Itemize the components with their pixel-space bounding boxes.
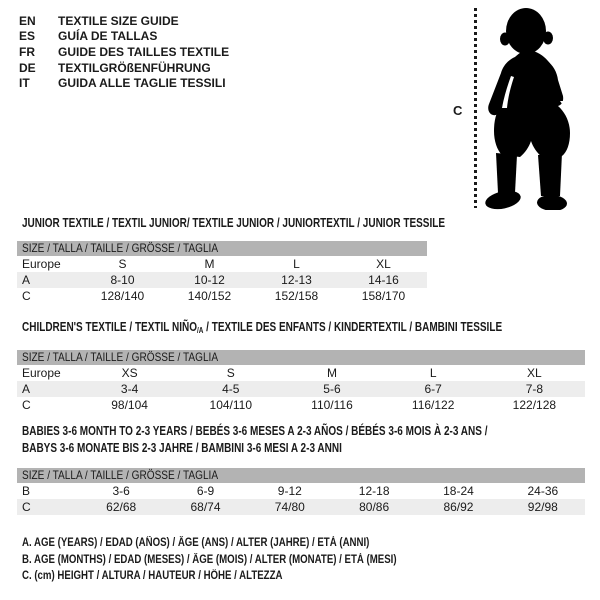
junior-section-title [22, 216, 551, 230]
size-cell: 110/116 [311, 398, 353, 412]
table-row-a [17, 381, 585, 397]
baby-leg-left [496, 153, 517, 193]
row-label: Europe [22, 257, 61, 271]
children-title-post: / TEXTILE DES ENFANTS / KINDERTEXTIL / BAMBINI TESSILE [203, 320, 503, 334]
size-cell: 5-6 [281, 381, 382, 397]
row-label: Europe [22, 366, 61, 380]
height-measure-dashed-line [474, 8, 477, 208]
baby-foot-right [537, 194, 568, 210]
language-code: FR [19, 44, 35, 59]
size-cell: M [326, 366, 337, 380]
language-code: DE [19, 60, 36, 75]
size-header-row [17, 468, 585, 483]
children-section-title [22, 320, 600, 335]
size-cell: 4-5 [180, 381, 281, 397]
language-row-es [19, 29, 229, 45]
row-label: A [17, 272, 79, 288]
babies-size-table [17, 468, 585, 515]
size-header-label: SIZE / TALLA / TAILLE / GRÖSSE / TAGLIA [22, 468, 219, 482]
baby-ear-left [500, 33, 510, 46]
language-title: TEXTILE SIZE GUIDE [58, 13, 179, 28]
size-cell: 10-12 [166, 272, 253, 288]
babies-section-title-line2-text: BABYS 3-6 MONATE BIS 2-3 JAHRE / BAMBINI 3-6 MESI A 2-3 ANNI [22, 441, 342, 455]
footnote-a-text: A. AGE (YEARS) / EDAD (AÑOS) / ÂGE (ANS) / ALTER (JAHRE) / ETÀ (ANNI) [22, 537, 370, 549]
babies-section-title-line1 [22, 424, 600, 438]
size-cell: 116/122 [411, 398, 455, 412]
baby-silhouette-icon [481, 4, 595, 210]
size-cell: M [204, 257, 215, 271]
size-cell: L [293, 257, 300, 271]
language-list [19, 13, 229, 91]
size-cell: 24-36 [527, 484, 559, 498]
junior-section-title-text: JUNIOR TEXTILE / TEXTIL JUNIOR/ TEXTILE JUNIOR / JUNIORTEXTIL / JUNIOR TESSILE [22, 216, 446, 230]
footnote-b-text: B. AGE (MONTHS) / EDAD (MESES) / ÂGE (MOIS) / ALTER (MONATE) / ETÀ (MESI) [22, 554, 397, 566]
size-cell: 158/170 [361, 289, 406, 303]
size-cell: 140/152 [187, 289, 232, 303]
table-row-c [17, 499, 585, 515]
size-cell: XL [376, 257, 391, 271]
language-row-en [19, 13, 229, 29]
size-cell: 3-4 [79, 381, 180, 397]
table-row-europe [17, 365, 585, 381]
size-cell: 12-18 [358, 484, 390, 498]
children-title-sub: /A [196, 326, 204, 335]
table-row-europe [17, 256, 427, 272]
table-row-c [17, 397, 585, 413]
size-cell: XS [121, 366, 138, 380]
children-section-title-text [22, 320, 502, 335]
size-cell: 86/92 [416, 499, 500, 515]
size-cell: 14-16 [340, 272, 427, 288]
language-row-it [19, 75, 229, 91]
row-label: C [22, 289, 31, 303]
footnote-a [22, 537, 436, 549]
size-cell: 6-7 [383, 381, 484, 397]
table-row-a [17, 272, 427, 288]
size-cell: 62/68 [79, 499, 163, 515]
size-cell: 80/86 [332, 499, 416, 515]
size-header-cell [17, 241, 427, 256]
size-header-label: SIZE / TALLA / TAILLE / GRÖSSE / TAGLIA [22, 350, 219, 364]
height-measure-label: C [453, 103, 463, 118]
row-label: A [17, 381, 79, 397]
language-title: GUIDA ALLE TAGLIE TESSILI [58, 76, 226, 91]
size-cell: 9-12 [277, 484, 302, 498]
size-cell: 104/110 [209, 398, 253, 412]
language-code: ES [19, 29, 36, 44]
size-cell: 152/158 [274, 289, 319, 303]
language-title: GUÍA DE TALLAS [58, 29, 158, 44]
size-header-cell [17, 350, 585, 365]
size-cell: 3-6 [112, 484, 130, 498]
size-cell: S [118, 257, 127, 271]
size-cell: 128/140 [100, 289, 145, 303]
babies-section-title-line2 [22, 441, 422, 455]
size-cell: 98/104 [111, 398, 148, 412]
language-code: IT [19, 76, 30, 91]
baby-ear-right [543, 32, 553, 45]
size-cell: S [226, 366, 235, 380]
size-cell: 68/74 [163, 499, 247, 515]
language-title: GUIDE DES TAILLES TEXTILE [58, 44, 230, 59]
table-row-c [17, 288, 427, 304]
footnote-c [22, 570, 332, 582]
size-cell: L [429, 366, 437, 380]
footnote-c-text: C. (cm) HEIGHT / ALTURA / HAUTEUR / HÖHE / ALTEZZA [22, 570, 283, 582]
size-cell: 8-10 [79, 272, 166, 288]
language-title: TEXTILGRÖßENFÜHRUNG [58, 60, 211, 75]
row-label: C [17, 499, 79, 515]
size-cell: XL [527, 366, 542, 380]
baby-head [506, 8, 546, 54]
language-row-de [19, 60, 229, 76]
row-label: B [22, 484, 31, 498]
footnote-b [22, 554, 468, 566]
junior-size-table [17, 241, 427, 304]
size-cell: 12-13 [253, 272, 340, 288]
size-cell: 92/98 [501, 499, 585, 515]
babies-section-title-line1-text: BABIES 3-6 MONTH TO 2-3 YEARS / BEBÉS 3-6 MESES A 2-3 AÑOS / BÉBÉS 3-6 MOIS À 2-3 ANS / [22, 424, 488, 438]
size-header-row [17, 350, 585, 365]
language-code: EN [19, 13, 36, 28]
row-label: C [22, 398, 31, 412]
size-cell: 74/80 [248, 499, 332, 515]
size-cell: 6-9 [196, 484, 215, 498]
language-row-fr [19, 44, 229, 60]
children-size-table [17, 350, 585, 413]
size-header-cell [17, 468, 585, 483]
size-header-label: SIZE / TALLA / TAILLE / GRÖSSE / TAGLIA [22, 241, 219, 255]
size-cell: 122/128 [512, 398, 557, 412]
baby-leg-right [538, 153, 562, 196]
size-header-row [17, 241, 427, 256]
size-cell: 7-8 [484, 381, 585, 397]
children-title-pre: CHILDREN'S TEXTILE / TEXTIL NIÑO [22, 320, 197, 334]
size-cell: 18-24 [443, 484, 474, 498]
table-row-b [17, 483, 585, 499]
